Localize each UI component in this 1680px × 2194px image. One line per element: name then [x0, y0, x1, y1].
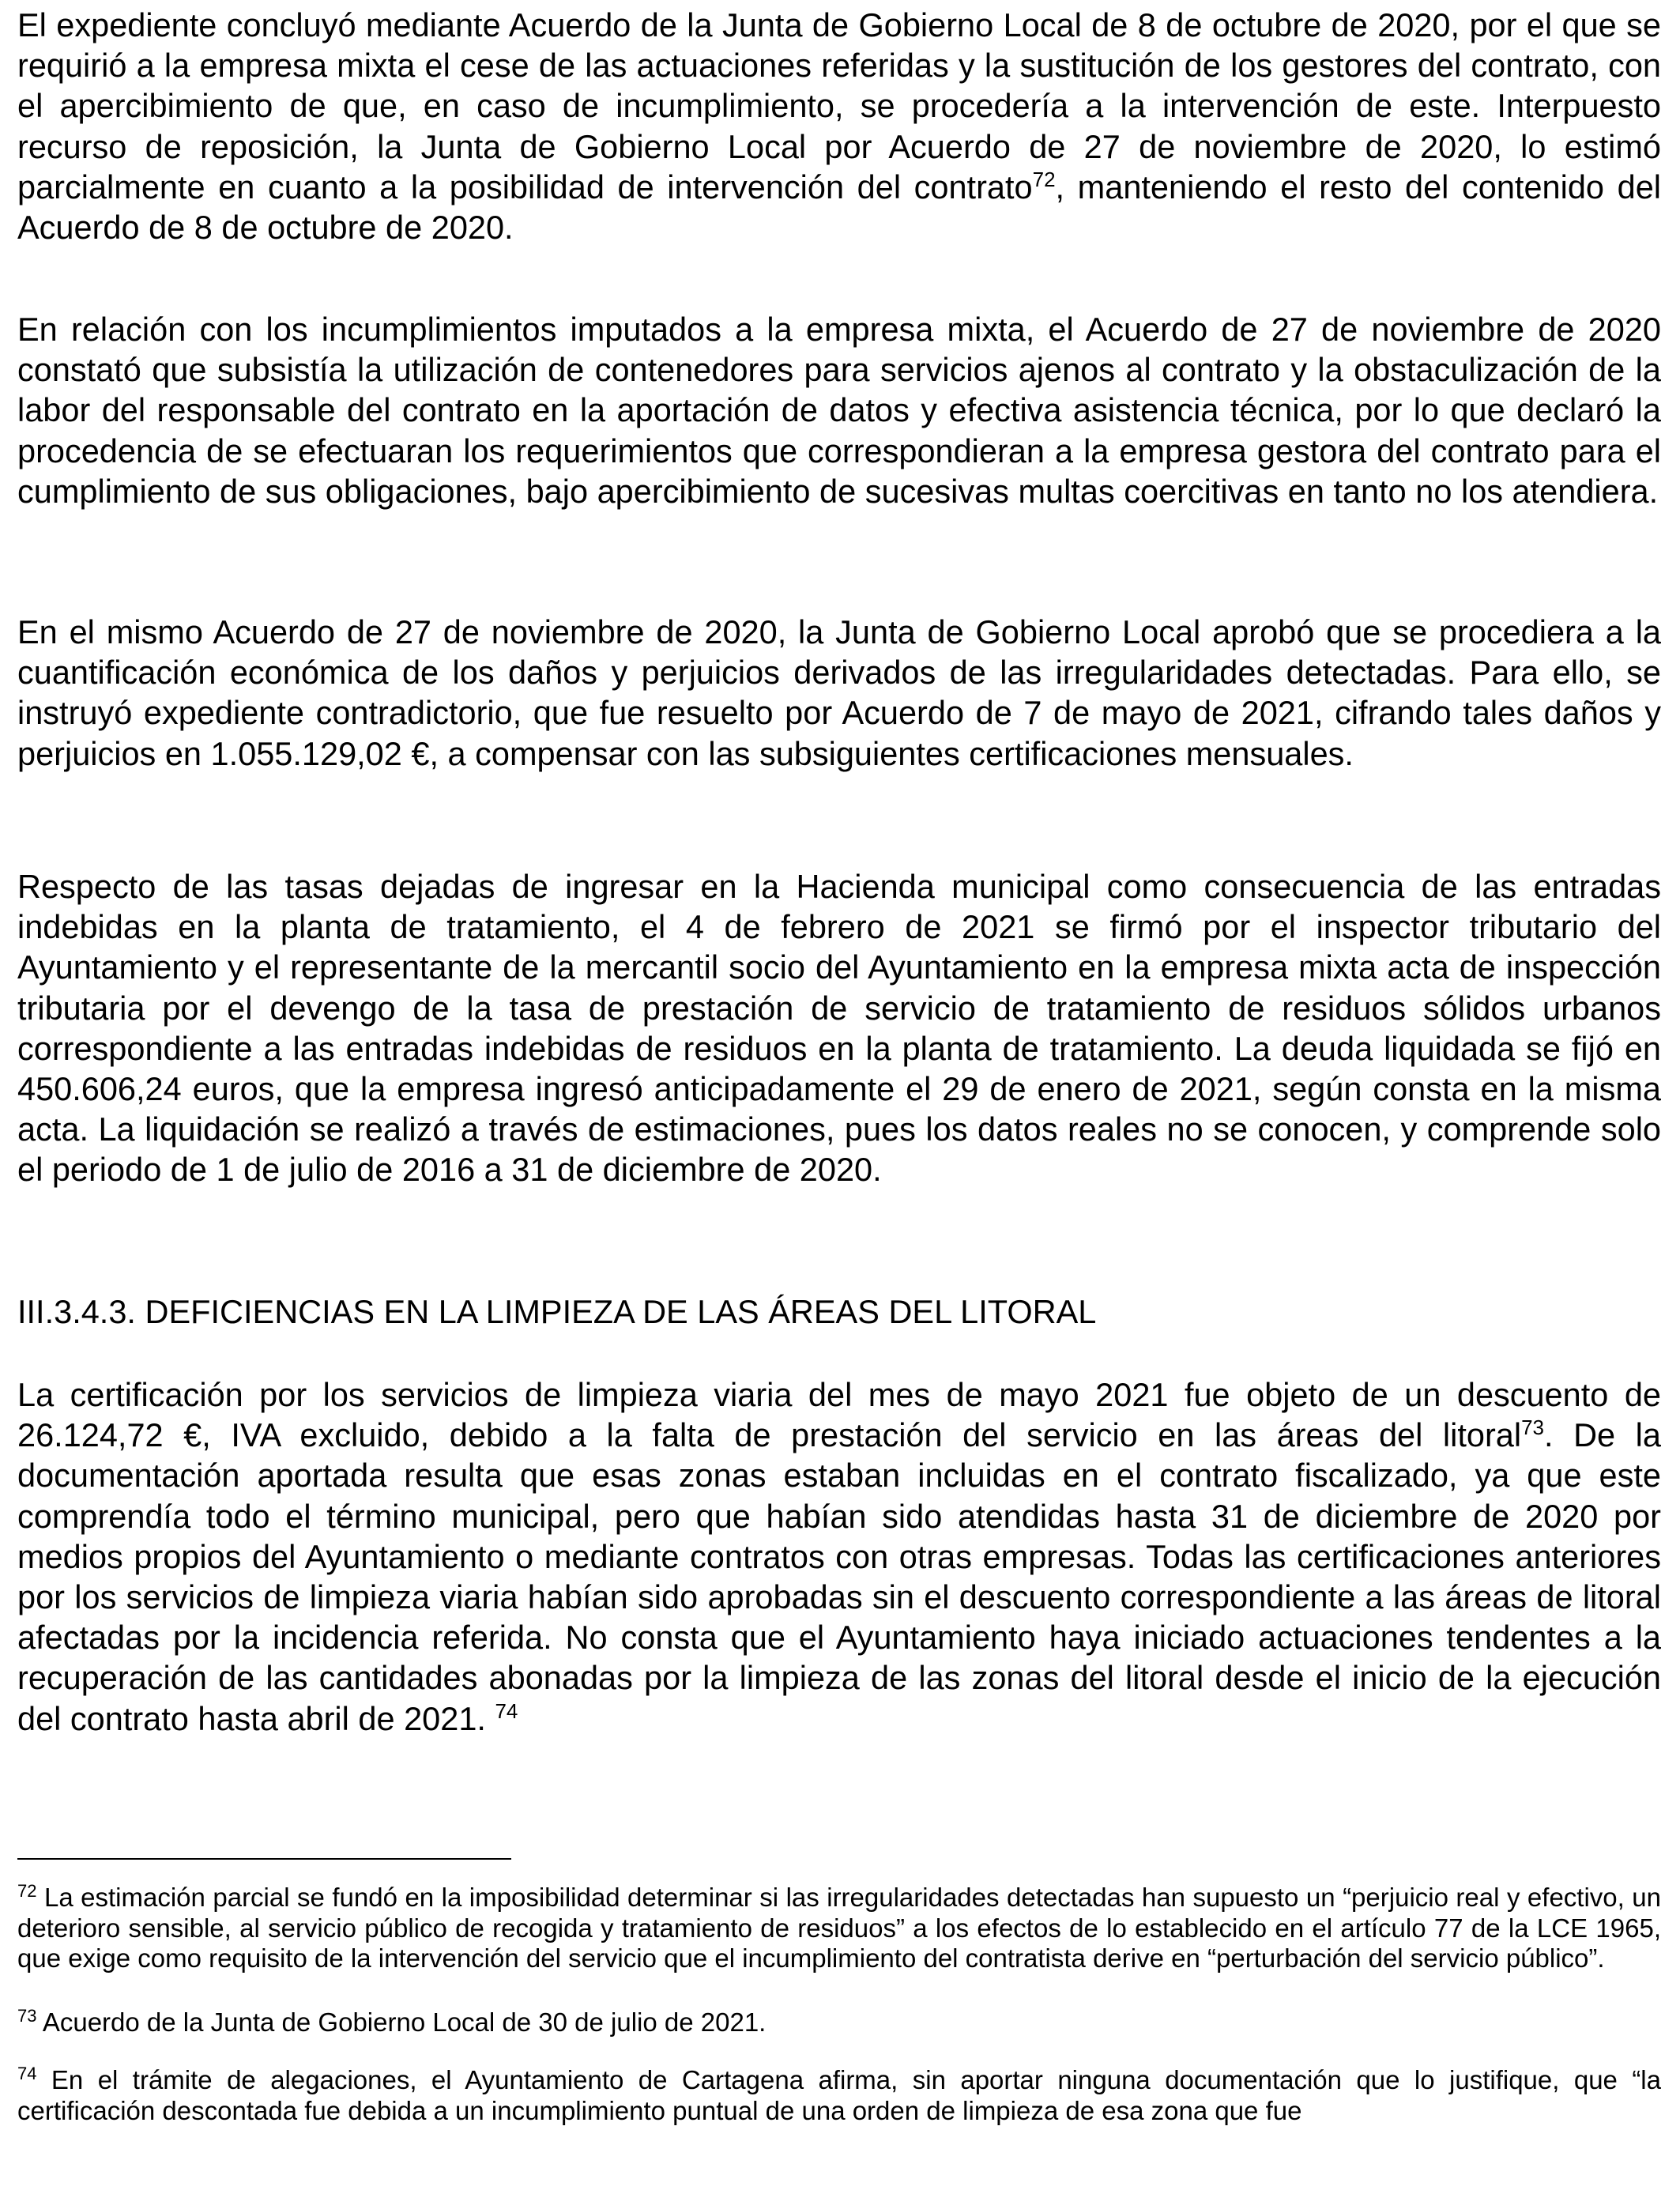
footnote-number: 72 — [17, 1881, 37, 1901]
footnote-72 — [17, 1883, 1661, 1974]
footnote-73 — [17, 2007, 1661, 2038]
paragraph-1: El expediente concluyó mediante Acuerdo de la Junta de Gobierno Local de 8 de octubre de 2020, por el que se requirió a la empresa mixta el cese de las actuaciones referidas y la sustitución de los gestores del contrato, con el apercibimiento de que, en caso de incumplimiento, se procedería a la intervención de este. Interpuesto recurso de reposición, la Junta de Gobierno Local por Acuerdo de 27 de noviembre de 2020, lo estimó parcialmente en cuanto a la posibilidad de intervención del contrato$^{72}$, manteniendo el resto del contenido del Acuerdo de 8 de octubre de 2020. — [17, 6, 1661, 247]
footnote-text: En el trámite de alegaciones, el Ayuntamiento de Cartagena afirma, sin aportar ninguna documentación que lo justifique, que “la certificación descontada fue debida a un incumplimiento puntual de una orden de limpieza de esa zona que fue — [17, 2065, 1661, 2125]
section-heading: III.3.4.3. DEFICIENCIAS EN LA LIMPIEZA DE LAS ÁREAS DEL LITORAL — [17, 1293, 1097, 1330]
footnote-ref-73[interactable]: 73 — [1521, 1416, 1544, 1440]
footnote-separator — [17, 1858, 511, 1860]
footnote-ref-74[interactable]: 74 — [495, 1698, 518, 1723]
paragraph-3: En el mismo Acuerdo de 27 de noviembre de 2020, la Junta de Gobierno Local aprobó que se procediera a la cuantificación económica de los daños y perjuicios derivados de las irregularidades detectadas. Para ello, se instruyó expediente contradictorio, que fue resuelto por Acuerdo de 7 de mayo de 2021, cifrando tales daños y perjuicios en 1.055.129,02 €, a compensar con las subsiguientes certificaciones mensuales. — [17, 613, 1661, 772]
footnote-text: Acuerdo de la Junta de Gobierno Local de 30 de julio de 2021. — [42, 2007, 767, 2037]
paragraph-2: En relación con los incumplimientos imputados a la empresa mixta, el Acuerdo de 27 de noviembre de 2020 constató que subsistía la utilización de contenedores para servicios ajenos al contrato y la obstaculización de la labor del responsable del contrato en la aportación de datos y efectiva asistencia técnica, por lo que declaró la procedencia de se efectuaran los requerimientos que correspondieran a la empresa gestora del contrato para el cumplimiento de sus obligaciones, bajo apercibimiento de sucesivas multas coercitivas en tanto no los atendiera. — [17, 311, 1661, 510]
section-paragraph: La certificación por los servicios de limpieza viaria del mes de mayo 2021 fue objeto de un descuento de 26.124,72 €, IVA excluido, debido a la falta de prestación del servicio en las áreas del litoral$^{73}$. De la documentación aportada resulta que esas zonas estaban incluidas en el contrato fiscalizado, ya que este comprendía todo el término municipal, pero que habían sido atendidas hasta 31 de diciembre de 2020 por medios propios del Ayuntamiento o mediante contratos con otras empresas. Todas las certificaciones anteriores por los servicios de limpieza viaria habían sido aprobadas sin el descuento correspondiente a las áreas de litoral afectadas por la incidencia referida. No consta que el Ayuntamiento haya iniciado actuaciones tendentes a la recuperación de las cantidades abonadas por la limpieza de las zonas del litoral desde el inicio de la ejecución del contrato hasta abril de 2021. $^{74}$ — [17, 1376, 1661, 1737]
footnote-number: 73 — [17, 2006, 37, 2026]
footnote-number: 74 — [17, 2064, 37, 2083]
footnote-ref-72[interactable]: 72 — [1032, 167, 1056, 191]
paragraph-4: Respecto de las tasas dejadas de ingresar en la Hacienda municipal como consecuencia de las entradas indebidas en la planta de tratamiento, el 4 de febrero de 2021 se firmó por el inspector tributario del Ayuntamiento y el representante de la mercantil socio del Ayuntamiento en la empresa mixta acta de inspección tributaria por el devengo de la tasa de prestación de servicio de tratamiento de residuos sólidos urbanos correspondiente a las entradas indebidas de residuos en la planta de tratamiento. La deuda liquidada se fijó en 450.606,24 euros, que la empresa ingresó anticipadamente el 29 de enero de 2021, según consta en la misma acta. La liquidación se realizó a través de estimaciones, pues los datos reales no se conocen, y comprende solo el periodo de 1 de julio de 2016 a 31 de diciembre de 2020. — [17, 868, 1661, 1189]
footnote-74 — [17, 2065, 1661, 2126]
footnote-text: La estimación parcial se fundó en la imposibilidad determinar si las irregularidades detectadas han supuesto un “perjuicio real y efectivo, un deterioro sensible, al servicio público de recogida y tratamiento de residuos” a los efectos de lo establecido en el artículo 77 de la LCE 1965, que exige como requisito de la intervención del servicio que el incumplimiento del contratista derive en “perturbación del servicio público”. — [17, 1883, 1662, 1973]
